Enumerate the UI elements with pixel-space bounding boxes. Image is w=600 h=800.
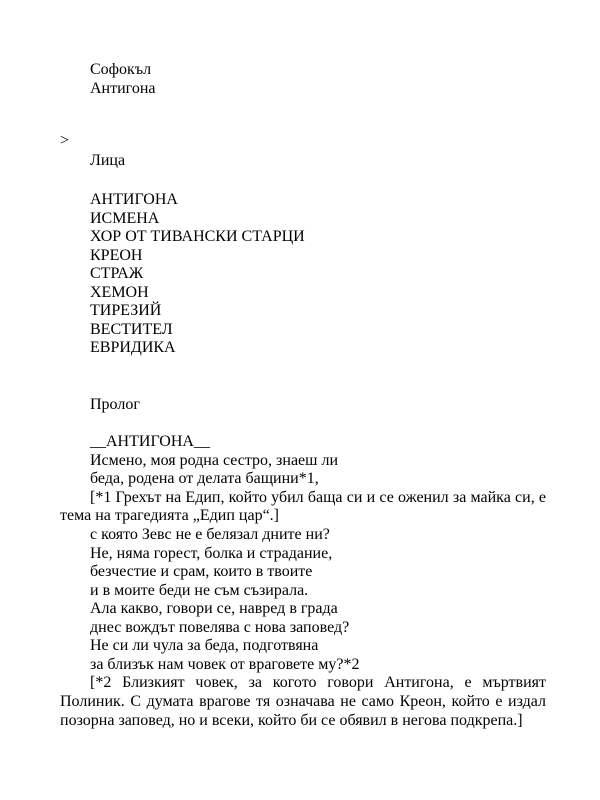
footnote-line: тема на трагедията „Едип цар“.]	[60, 507, 279, 524]
character-item: СТРАЖ	[90, 265, 144, 282]
text-line: Ала какво, говори се, навред в града	[90, 600, 338, 617]
footnote-line: [*2 Близкият човек, за когото говори Антигона, е мъртвият	[90, 674, 546, 691]
text-line: днес вождът повелява с нова заповед?	[90, 619, 350, 636]
text-line: за близък нам човек от враговете му?*2	[90, 656, 360, 673]
text-line: беда, родена от делата бащини*1,	[90, 470, 319, 487]
character-item: ХОР ОТ ТИВАНСКИ СТАРЦИ	[90, 228, 305, 245]
text-line: Исмено, моя родна сестро, знаеш ли	[90, 452, 339, 469]
character-item: ХЕМОН	[90, 284, 149, 301]
footnote-line: позорна заповед, но и всеки, който би се обявил в негова подкрепа.]	[60, 712, 523, 729]
author-name: Софокъл	[90, 61, 152, 78]
character-item: ТИРЕЗИЙ	[90, 302, 162, 319]
character-item: АНТИГОНА	[90, 191, 178, 208]
character-item: ИСМЕНА	[90, 210, 160, 227]
text-line: Не, няма горест, болка и страдание,	[90, 545, 333, 562]
text-line: с която Зевс не е белязал дните ни?	[90, 526, 330, 543]
character-item: ЕВРИДИКА	[90, 339, 176, 356]
footnote-line: Полиник. С думата врагове тя означава не само Креон, който е издал	[60, 693, 546, 710]
character-item: ВЕСТИТЕЛ	[90, 321, 173, 338]
work-title: Антигона	[90, 80, 156, 97]
text-line: Не си ли чула за беда, подготвяна	[90, 637, 319, 654]
footnote-line: [*1 Грехът на Едип, който убил баща си и се оженил за майка си, е	[90, 489, 546, 506]
marker: >	[60, 132, 70, 149]
characters-heading: Лица	[90, 152, 126, 169]
text-line: и в моите беди не съм съзирала.	[90, 582, 309, 599]
character-item: КРЕОН	[90, 247, 143, 264]
text-line: безчестие и срам, които в твоите	[90, 563, 313, 580]
speaker-name: __АНТИГОНА__	[90, 433, 210, 450]
section-heading: Пролог	[90, 396, 140, 413]
